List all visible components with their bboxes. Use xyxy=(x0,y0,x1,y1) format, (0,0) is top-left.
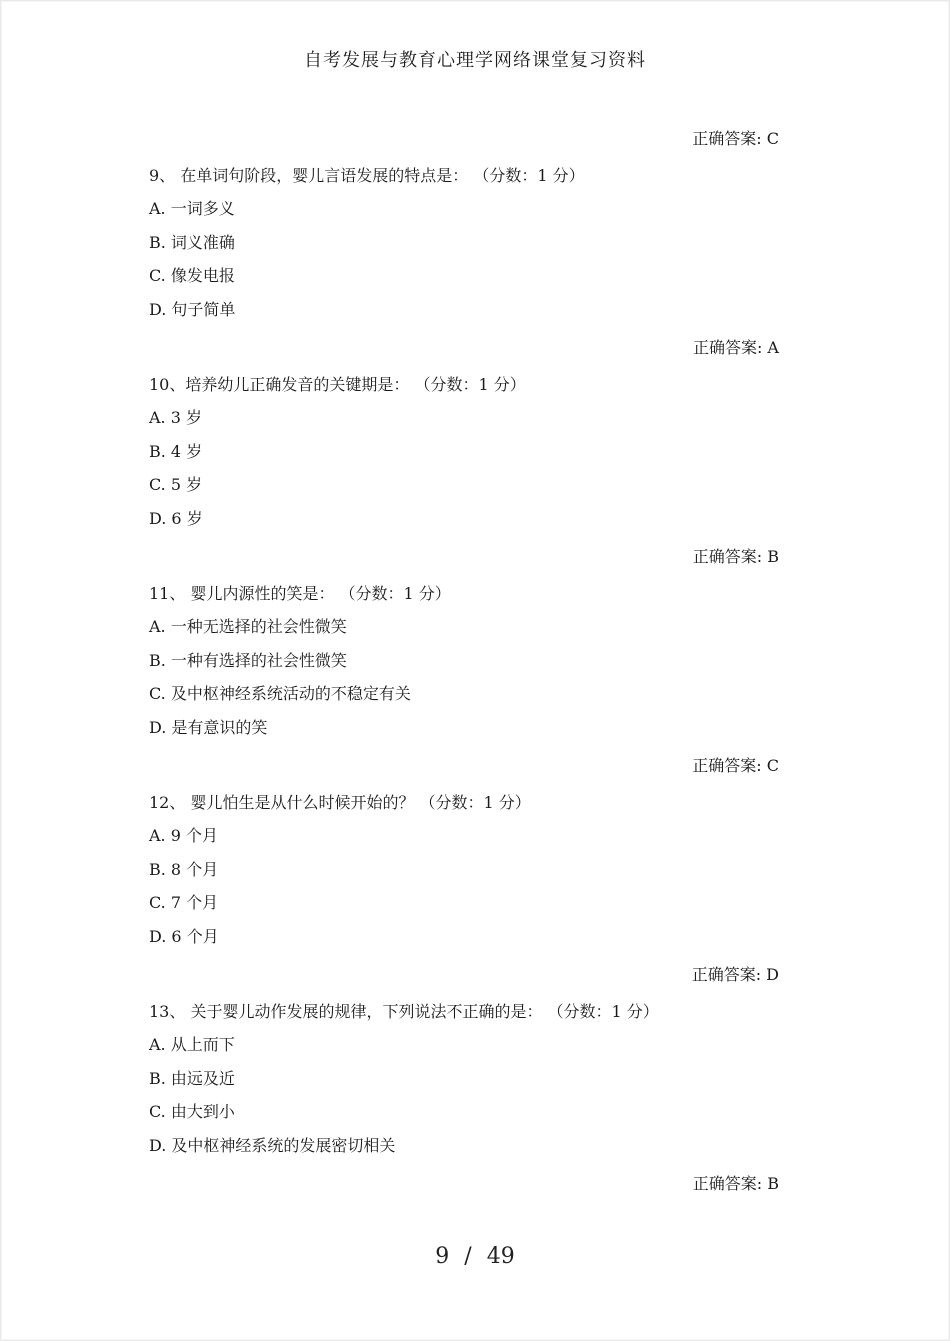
previous-question-answer: 正确答案: C xyxy=(692,129,779,148)
document-title: 自考发展与教育心理学网络课堂复习资料 xyxy=(304,50,646,71)
option-b: B. 词义准确 xyxy=(149,232,235,252)
option-d: D. 是有意识的笑 xyxy=(149,717,268,737)
question-text: 13、 关于婴儿动作发展的规律，下列说法不正确的是： （分数：1 分） xyxy=(149,1001,659,1021)
option-b: B. 一种有选择的社会性微笑 xyxy=(149,650,347,670)
option-d: D. 6 岁 xyxy=(149,508,203,528)
correct-answer: 正确答案: B xyxy=(692,1174,779,1193)
question-text: 9、 在单词句阶段，婴儿言语发展的特点是： （分数：1 分） xyxy=(149,165,585,185)
option-a: A. 9 个月 xyxy=(149,826,218,845)
question-text: 12、 婴儿怕生是从什么时候开始的？ （分数：1 分） xyxy=(149,792,531,812)
page-number-indicator: 9 / 49 xyxy=(435,1243,515,1269)
option-b: B. 4 岁 xyxy=(149,441,203,461)
option-c: C. 7 个月 xyxy=(149,893,219,912)
option-a: A. 3 岁 xyxy=(149,408,202,427)
option-b: B. 8 个月 xyxy=(149,859,219,879)
question-text: 10、培养幼儿正确发音的关键期是： （分数：1 分） xyxy=(149,374,526,394)
question-13-block xyxy=(149,995,779,1201)
document-body xyxy=(1,122,949,1201)
option-c: C. 像发电报 xyxy=(149,266,235,285)
question-12-block xyxy=(149,786,779,992)
option-b: B. 由远及近 xyxy=(149,1068,235,1088)
question-11-block xyxy=(149,577,779,783)
correct-answer: 正确答案: D xyxy=(691,965,779,984)
correct-answer: 正确答案: A xyxy=(692,338,779,357)
option-c: C. 由大到小 xyxy=(149,1102,235,1121)
option-d: D. 句子简单 xyxy=(149,299,236,319)
option-d: D. 6 个月 xyxy=(149,926,219,946)
option-a: A. 一种无选择的社会性微笑 xyxy=(149,617,347,636)
correct-answer: 正确答案: B xyxy=(692,547,779,566)
question-10-block xyxy=(149,368,779,574)
question-text: 11、 婴儿内源性的笑是： （分数：1 分） xyxy=(149,583,451,603)
option-d: D. 及中枢神经系统的发展密切相关 xyxy=(149,1135,396,1155)
option-a: A. 从上而下 xyxy=(149,1035,235,1054)
option-c: C. 及中枢神经系统活动的不稳定有关 xyxy=(149,684,411,703)
question-9-block xyxy=(149,159,779,365)
option-a: A. 一词多义 xyxy=(149,199,235,218)
option-c: C. 5 岁 xyxy=(149,475,203,494)
correct-answer: 正确答案: C xyxy=(692,756,779,775)
